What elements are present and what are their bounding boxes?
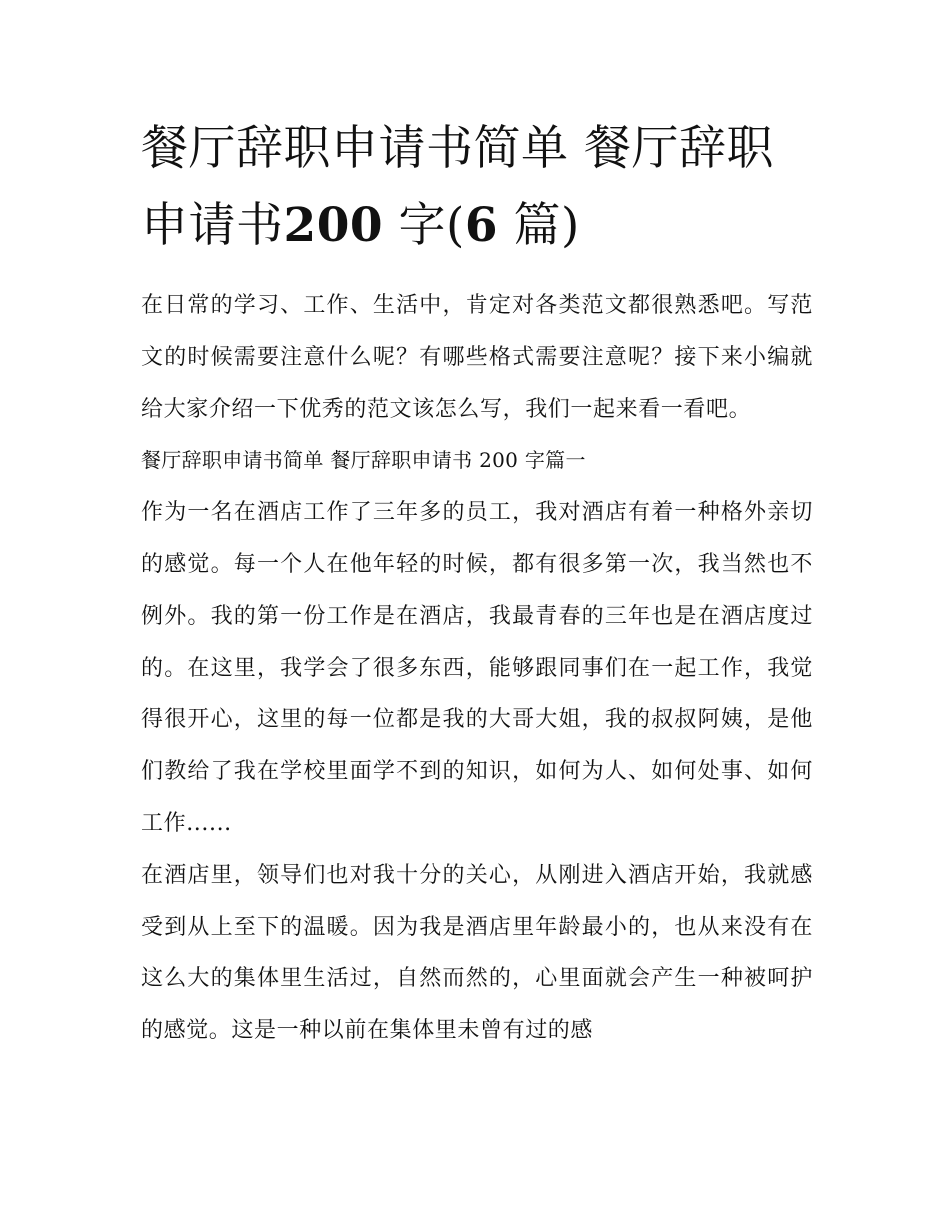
document-content [141,110,813,1057]
body-paragraph-1: 作为一名在酒店工作了三年多的员工，我对酒店有着一种格外亲切的感觉。每一个人在他年轻的时候，都有很多第一次，我当然也不例外。我的第一份工作是在酒店，我最青春的三年也是在酒店度过的。在这里，我学会了很多东西，能够跟同事们在一起工作，我觉得很开心，这里的每一位都是我的大哥大姐，我的叔叔阿姨，是他们教给了我在学校里面学不到的知识，如何为人、如何处事、如何工作...... [141,500,813,836]
title-text-part3: 篇) [498,198,580,253]
section-heading: 餐厅辞职申请书简单 餐厅辞职申请书 200 字篇一 [141,448,586,473]
title-text-part2: 字( [383,198,465,253]
body-paragraph-2: 在酒店里，领导们也对我十分的关心，从刚进入酒店开始，我就感受到从上至下的温暖。因为我是酒店里年龄最小的，也从来没有在这么大的集体里生活过，自然而然的，心里面就会产生一种被呵护的感觉。这是一种以前在集体里未曾有过的感 [141,862,813,1044]
title-text-part1: 餐厅辞职申请书简单 餐厅辞职申请书 [141,121,774,253]
document-title [141,110,813,264]
intro-paragraph: 在日常的学习、工作、生活中，肯定对各类范文都很熟悉吧。写范文的时候需要注意什么呢？有哪些格式需要注意呢？接下来小编就给大家介绍一下优秀的范文该怎么写，我们一起来看一看吧。 [141,293,813,422]
title-number: 200 [283,198,384,253]
title-count: 6 [464,198,499,253]
document-body [141,280,813,1057]
